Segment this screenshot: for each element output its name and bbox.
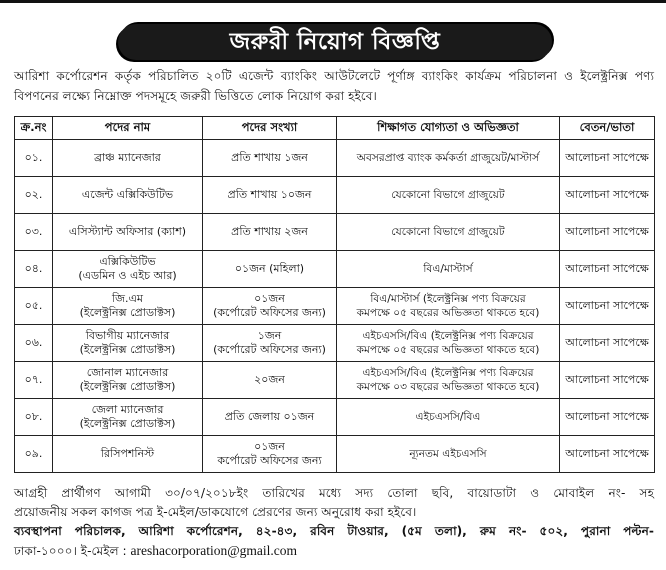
header-salary: বেতন/ভাতা xyxy=(560,117,655,140)
cell-post-count xyxy=(203,251,337,288)
cell-post-name xyxy=(53,177,203,214)
cell-qualification xyxy=(337,399,560,436)
cell-qualification-line: বিএ/মাস্টার্স (ইলেক্ট্রনিক্স পণ্য বিক্রয়ের xyxy=(370,293,526,305)
cell-post-name-line: এজেন্ট এক্সিকিউটিভ xyxy=(81,188,174,201)
cell-salary: আলোচনা সাপেক্ষে xyxy=(560,399,655,436)
cell-post-count xyxy=(203,214,337,251)
vacancy-table xyxy=(14,116,655,473)
cell-qualification-line: কমপক্ষে ০৩ বছরের অভিজ্ঞতা থাকতে হবে) xyxy=(356,381,540,393)
table-row xyxy=(15,436,655,473)
cell-serial: ০৩. xyxy=(15,214,53,251)
cell-post-count-line: ২০জন xyxy=(254,373,285,386)
footer-address-prefix: ঢাকা-১০০০। ই-মেইল : xyxy=(14,544,127,558)
cell-qualification xyxy=(337,325,560,362)
cell-qualification-line: অবসরপ্রাপ্ত ব্যাংক কর্মকর্তা গ্রাজুয়েট/মাস্টার্স xyxy=(356,152,540,164)
cell-post-count-line: কর্পোরেট অফিসের জন্য xyxy=(217,454,322,467)
header-post-name: পদের নাম xyxy=(53,117,203,140)
table-row xyxy=(15,325,655,362)
cell-post-name-line: রিসিপশনিস্ট xyxy=(100,447,155,460)
cell-qualification xyxy=(337,214,560,251)
cell-qualification xyxy=(337,436,560,473)
cell-post-count-line: প্রতি শাখায় ২জন xyxy=(231,225,308,238)
header-post-count: পদের সংখ্যা xyxy=(203,117,337,140)
cell-post-count-line: প্রতি শাখায় ১০জন xyxy=(227,188,312,201)
cell-post-name-line: ব্রাঞ্চ ম্যানেজার xyxy=(94,151,161,164)
cell-serial: ০৬. xyxy=(15,325,53,362)
cell-post-count xyxy=(203,362,337,399)
cell-serial: ০২. xyxy=(15,177,53,214)
cell-qualification xyxy=(337,251,560,288)
cell-post-name-line: (ইলেক্ট্রনিক্স প্রোডাক্টস) xyxy=(79,306,176,319)
cell-post-count xyxy=(203,325,337,362)
cell-serial: ০৪. xyxy=(15,251,53,288)
cell-salary: আলোচনা সাপেক্ষে xyxy=(560,177,655,214)
cell-post-name xyxy=(53,325,203,362)
table-row xyxy=(15,140,655,177)
header-qualification: শিক্ষাগত যোগ্যতা ও অভিজ্ঞতা xyxy=(337,117,560,140)
cell-salary: আলোচনা সাপেক্ষে xyxy=(560,251,655,288)
cell-post-name-line: জেলা ম্যানেজার xyxy=(91,403,164,416)
intro-paragraph: আরিশা কর্পোরেশন কর্তৃক পরিচালিত ২০টি এজেন্ট ব্যাংকিং আউটলেটে পূর্ণাঙ্গ ব্যাংকিং কার্যক্রম পরিচালনা ও ইলেক্ট্রনিক্স পণ্য বিপণনের লক্ষ্যে নিম্নোক্ত পদসমূহে জরুরী ভিত্তিতে লোক নিয়োগ করা হইবে। xyxy=(14,69,654,103)
cell-qualification xyxy=(337,288,560,325)
cell-post-name xyxy=(53,288,203,325)
cell-qualification-line: এইচএসসি/বিএ (ইলেক্ট্রনিক্স পণ্য বিক্রয়ের xyxy=(362,367,534,379)
cell-salary: আলোচনা সাপেক্ষে xyxy=(560,362,655,399)
cell-post-name xyxy=(53,214,203,251)
cell-post-count xyxy=(203,436,337,473)
cell-serial: ০৭. xyxy=(15,362,53,399)
cell-post-count-line: প্রতি জেলায় ০১জন xyxy=(224,410,315,423)
cell-post-count-line: ১জন xyxy=(257,329,282,342)
contact-email[interactable]: areshacorporation@gmail.com xyxy=(130,543,298,558)
footer xyxy=(14,484,654,561)
title-banner xyxy=(118,24,552,60)
cell-post-count-line: (কর্পোরেট অফিসের জন্য) xyxy=(213,343,326,356)
cell-post-count-line: প্রতি শাখায় ১জন xyxy=(231,151,308,164)
cell-post-name xyxy=(53,140,203,177)
cell-salary: আলোচনা সাপেক্ষে xyxy=(560,214,655,251)
cell-qualification-line: বিএ/মাস্টার্স xyxy=(423,263,473,275)
cell-serial: ০৫. xyxy=(15,288,53,325)
top-border-line xyxy=(0,0,666,3)
footer-instruction-line-1: আগ্রহী প্রার্থীগণ আগামী ৩০/০৭/২০১৮ইং তারিখের মধ্যে সদ্য তোলা ছবি, বায়োডাটা ও মোবাইল নং- সহ xyxy=(14,486,654,500)
cell-post-count-line: ০১জন xyxy=(254,292,285,305)
cell-post-count xyxy=(203,140,337,177)
cell-post-name-line: এসিস্ট্যান্ট অফিসার (ক্যাশ) xyxy=(68,225,187,238)
cell-post-name-line: এক্সিকিউটিভ xyxy=(99,255,156,268)
table-row xyxy=(15,399,655,436)
cell-salary: আলোচনা সাপেক্ষে xyxy=(560,140,655,177)
cell-post-name xyxy=(53,399,203,436)
header-serial: ক্র.নং xyxy=(15,117,53,140)
table-row xyxy=(15,251,655,288)
cell-post-name xyxy=(53,362,203,399)
cell-post-name-line: বিভাগীয় ম্যানেজার xyxy=(85,329,170,342)
cell-post-name-line: (এডমিন ও এইচ আর) xyxy=(78,269,177,282)
cell-post-name-line: (ইলেক্ট্রনিক্স প্রোডাক্টস) xyxy=(79,343,176,356)
cell-post-name-line: জোনাল ম্যানেজার xyxy=(86,366,169,379)
cell-post-name-line: (ইলেক্ট্রনিক্স প্রোডাক্টস) xyxy=(79,380,176,393)
table-row xyxy=(15,288,655,325)
cell-qualification-line: কমপক্ষে ০৫ বছরের অভিজ্ঞতা থাকতে হবে) xyxy=(356,307,540,319)
cell-salary: আলোচনা সাপেক্ষে xyxy=(560,288,655,325)
cell-qualification-line: এইচএসসি/বিএ (ইলেক্ট্রনিক্স পণ্য বিক্রয়ের xyxy=(362,330,534,342)
cell-salary: আলোচনা সাপেক্ষে xyxy=(560,436,655,473)
cell-qualification xyxy=(337,362,560,399)
footer-instruction-line-2: প্রয়োজনীয় সকল কাগজ পত্র ই-মেইল/ডাকযোগে প্রেরণের জন্য অনুরোধ করা হইবে। xyxy=(14,505,417,519)
cell-qualification-line: যেকোনো বিভাগে গ্রাজুয়েট xyxy=(391,226,505,238)
cell-qualification-line: এইচএসসি/বিএ xyxy=(415,411,481,423)
cell-qualification-line: যেকোনো বিভাগে গ্রাজুয়েট xyxy=(391,189,505,201)
cell-qualification xyxy=(337,177,560,214)
cell-post-name-line: জি.এম xyxy=(112,292,143,305)
footer-address-line-2 xyxy=(14,541,654,561)
cell-qualification-line: কমপক্ষে ০৫ বছরের অভিজ্ঞতা থাকতে হবে) xyxy=(356,344,540,356)
footer-address-line-1: ব্যবস্থাপনা পরিচালক, আরিশা কর্পোরেশন, ৪২-৪৩, রবিন টাওয়ার, (৫ম তলা), রুম নং- ৫০২, পুরানা পল্টন- xyxy=(14,524,654,538)
cell-serial: ০৮. xyxy=(15,399,53,436)
cell-post-count-line: (কর্পোরেট অফিসের জন্য) xyxy=(213,306,326,319)
cell-post-count-line: ০১জন xyxy=(254,440,285,453)
cell-post-name xyxy=(53,251,203,288)
cell-serial: ০৯. xyxy=(15,436,53,473)
table-row xyxy=(15,214,655,251)
page-title: জরুরী নিয়োগ বিজ্ঞপ্তি xyxy=(229,28,441,55)
cell-post-count xyxy=(203,288,337,325)
table-row xyxy=(15,177,655,214)
cell-post-name-line: (ইলেক্ট্রনিক্স প্রোডাক্টস) xyxy=(79,417,176,430)
cell-salary: আলোচনা সাপেক্ষে xyxy=(560,325,655,362)
table-row xyxy=(15,362,655,399)
cell-post-name xyxy=(53,436,203,473)
table-header-row xyxy=(15,117,655,140)
cell-serial: ০১. xyxy=(15,140,53,177)
cell-post-count-line: ০১জন (মহিলা) xyxy=(234,262,305,275)
cell-post-count xyxy=(203,177,337,214)
cell-post-count xyxy=(203,399,337,436)
cell-qualification xyxy=(337,140,560,177)
cell-qualification-line: ন্যূনতম এইচএসসি xyxy=(409,448,487,460)
